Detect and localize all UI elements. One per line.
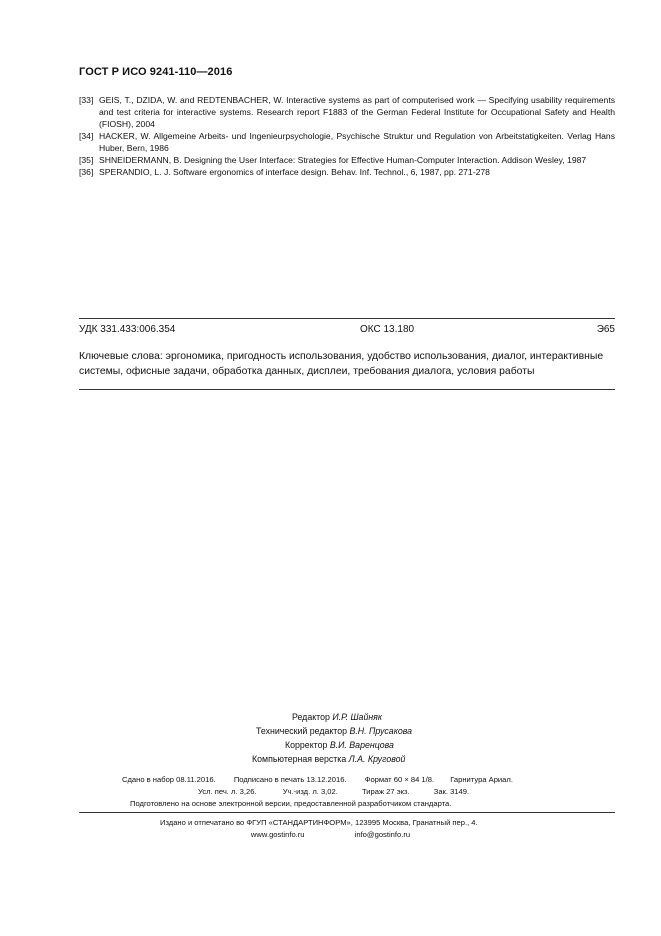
prepared-note: Подготовлено на основе электронной версии, предоставленной разработчиком стандарта. bbox=[130, 799, 452, 808]
reference-number: [35] bbox=[79, 155, 94, 165]
keywords: Ключевые слова: эргономика, пригодность использования, удобство использования, диалог, интерактивные системы, офисные задачи, обработка данных, дисплеи, требования диалога, условия работы bbox=[79, 351, 604, 377]
udk-code: УДК 331.433:006.354 bbox=[79, 324, 176, 335]
publishing-line-1: Сдано в набор 08.11.2016. Подписано в печать 13.12.2016. Формат 60 × 84 1/8. Гарнитура Ариал. bbox=[122, 775, 513, 784]
publishing-line-2: Усл. печ. л. 3,26. Уч.-изд. л. 3,02. Тираж 27 экз. Зак. 3149. bbox=[198, 787, 470, 796]
reference-number: [33] bbox=[79, 95, 94, 105]
reference-text: SPERANDIO, L. J. Software ergonomics of interface design. Behav. Inf. Technol., 6, 1987, pp. 271-278 bbox=[99, 167, 490, 177]
reference-item bbox=[79, 130, 615, 154]
reference-text: HACKER, W. Allgemeine Arbeits- und Ingenieurpsychologie, Psychische Struktur und Regulation von Arbeitstatigkeiten. Verlag Hans Huber, Bern, 1986 bbox=[99, 131, 615, 153]
website-link[interactable]: www.gostinfo.ru bbox=[250, 830, 305, 839]
credit-corrector: Корректор В.И. Варенцова bbox=[285, 740, 394, 750]
reference-item bbox=[79, 166, 615, 178]
classifier-code: Э65 bbox=[596, 324, 615, 335]
reference-number: [34] bbox=[79, 131, 94, 141]
email-link[interactable]: info@gostinfo.ru bbox=[354, 830, 411, 839]
standard-header: ГОСТ Р ИСО 9241-110—2016 bbox=[79, 66, 233, 78]
contacts-line bbox=[0, 830, 661, 839]
reference-text: SHNEIDERMANN, B. Designing the User Interface: Strategies for Effective Human-Computer Interaction. Addison Wesley, 1987 bbox=[99, 155, 587, 165]
divider-bottom bbox=[79, 389, 615, 390]
credit-tech-editor: Технический редактор В.Н. Прусакова bbox=[256, 726, 413, 736]
divider-publisher bbox=[79, 812, 615, 813]
publisher-line: Издано и отпечатано во ФГУП «СТАНДАРТИНФОРМ», 123995 Москва, Гранатный пер., 4. bbox=[160, 818, 478, 827]
bibliography-list bbox=[79, 94, 615, 178]
credit-layout: Компьютерная верстка Л.А. Круговой bbox=[252, 754, 406, 764]
reference-item bbox=[79, 94, 615, 130]
oks-code: ОКС 13.180 bbox=[360, 324, 415, 335]
reference-text: GEIS, T., DZIDA, W. and REDTENBACHER, W. Interactive systems as part of computerised work — Specifying usability requirements and test criteria for interactive systems. Research report F1883 of the German Federal Institute for Occupational Safety and Health (FIOSH), 2004 bbox=[99, 95, 615, 129]
credit-editor: Редактор И.Р. Шайняк bbox=[292, 712, 383, 722]
reference-item bbox=[79, 154, 615, 166]
divider-top bbox=[79, 318, 615, 319]
reference-number: [36] bbox=[79, 167, 94, 177]
